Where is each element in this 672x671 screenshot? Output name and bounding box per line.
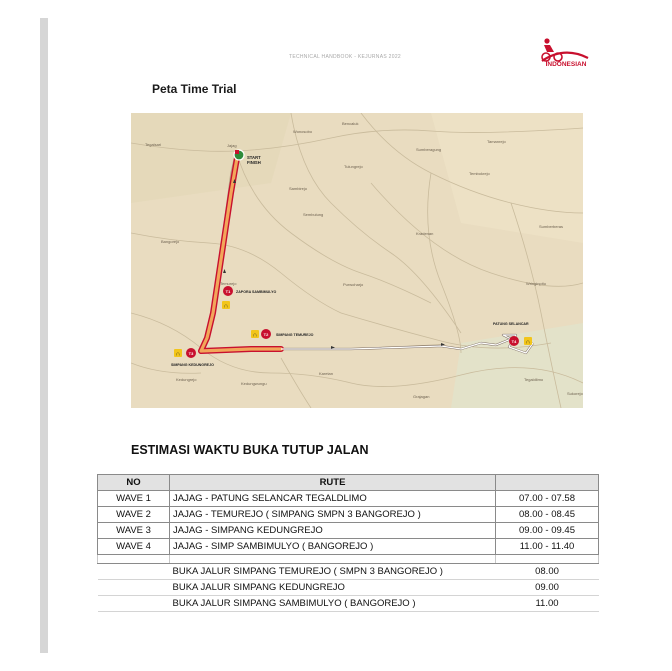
wave-route: JAJAG - SIMP SAMBIMULYO ( BANGOREJO ): [170, 539, 496, 555]
place-name: Tulungrejo: [344, 164, 363, 169]
wave-time: 08.00 - 08.45: [496, 507, 599, 523]
svg-text:∩: ∩: [175, 351, 181, 358]
page-left-border: [40, 18, 48, 653]
place-name: Wonosobo: [293, 129, 313, 134]
checkpoint-number: T2: [263, 332, 269, 337]
logo-cyclist-head-icon: [544, 38, 549, 43]
table-row: [98, 491, 599, 507]
place-name: Grajagan: [413, 394, 430, 399]
place-name: Kradenan: [416, 231, 434, 236]
schedule-title: ESTIMASI WAKTU BUKA TUTUP JALAN: [131, 443, 369, 457]
table-header-row: [98, 475, 599, 491]
place-name: Kedungrejo: [176, 377, 197, 382]
checkpoint-label: ZAPORA SAMBIMULYO: [236, 290, 277, 294]
place-name: Sambirejo: [289, 186, 308, 191]
table-spacer-row: [98, 555, 599, 564]
checkpoint-number: T1: [225, 289, 231, 294]
table-row: [98, 596, 599, 612]
place-name: Jajag: [227, 143, 237, 148]
header-route: RUTE: [170, 475, 496, 491]
opening-route: BUKA JALUR SIMPANG SAMBIMULYO ( BANGOREJO ): [170, 596, 496, 612]
place-name: Sukorejo: [567, 391, 583, 396]
opening-time: 11.00: [496, 596, 599, 612]
map-title: Peta Time Trial: [152, 82, 237, 96]
checkpoint-number: T3: [188, 351, 194, 356]
logo-cyclist-body-icon: [544, 45, 554, 52]
wave-no: WAVE 2: [98, 507, 170, 523]
place-name: Bencaluk: [342, 121, 359, 126]
logo-text: INDONESIAN: [545, 61, 587, 68]
place-name: Sembulung: [303, 212, 324, 217]
place-name: Kedungwungu: [241, 381, 267, 386]
route-map: [131, 113, 583, 408]
place-name: Purwoharjo: [343, 282, 364, 287]
schedule-table: [97, 474, 599, 612]
checkpoint-number: T4: [511, 339, 517, 344]
wave-route: JAJAG - TEMUREJO ( SIMPANG SMPN 3 BANGOREJO ): [170, 507, 496, 523]
place-name: Temurejo: [220, 281, 237, 286]
place-name: Tembokrejo: [469, 171, 490, 176]
svg-text:∩: ∩: [252, 332, 258, 339]
wave-time: 07.00 - 07.58: [496, 491, 599, 507]
running-header: TECHNICAL HANDBOOK - KEJURNAS 2022: [289, 54, 401, 60]
place-name: Tamanrejo: [487, 139, 506, 144]
wave-route: JAJAG - PATUNG SELANCAR TEGALDLIMO: [170, 491, 496, 507]
header-no: NO: [98, 475, 170, 491]
place-name: Karetan: [319, 371, 334, 376]
table-row: [98, 523, 599, 539]
place-name: Tegaldlimo: [524, 377, 544, 382]
table-row: [98, 507, 599, 523]
svg-text:∩: ∩: [525, 339, 531, 346]
wave-route: JAJAG - SIMPANG KEDUNGREJO: [170, 523, 496, 539]
place-name: Bangorejo: [161, 239, 180, 244]
start-label: START: [247, 155, 261, 160]
wave-no: WAVE 1: [98, 491, 170, 507]
wave-time: 11.00 - 11.40: [496, 539, 599, 555]
event-logo: [538, 36, 590, 70]
opening-time: 09.00: [496, 580, 599, 596]
place-name: Wringinpitu: [526, 281, 546, 286]
place-name: Sumberagung: [416, 147, 442, 152]
header-time: [496, 475, 599, 491]
finish-flag-icon: [235, 150, 239, 154]
wave-no: WAVE 4: [98, 539, 170, 555]
finish-label: FINISH: [247, 160, 261, 165]
checkpoint-label: SIMPANG TEMUREJO: [276, 333, 314, 337]
place-name: Sumberberas: [539, 224, 564, 229]
opening-route: BUKA JALUR SIMPANG TEMUREJO ( SMPN 3 BANGOREJO ): [170, 564, 496, 580]
svg-text:∩: ∩: [223, 303, 229, 310]
opening-route: BUKA JALUR SIMPANG KEDUNGREJO: [170, 580, 496, 596]
wave-time: 09.00 - 09.45: [496, 523, 599, 539]
place-name: Tegalsari: [145, 142, 162, 147]
wave-no: WAVE 3: [98, 523, 170, 539]
table-row: [98, 564, 599, 580]
checkpoint-label: SIMPANG KEDUNGREJO: [171, 363, 214, 367]
opening-time: 08.00: [496, 564, 599, 580]
table-row: [98, 580, 599, 596]
table-row: [98, 539, 599, 555]
checkpoint-label: PATUNG SELANCAR: [493, 322, 529, 326]
